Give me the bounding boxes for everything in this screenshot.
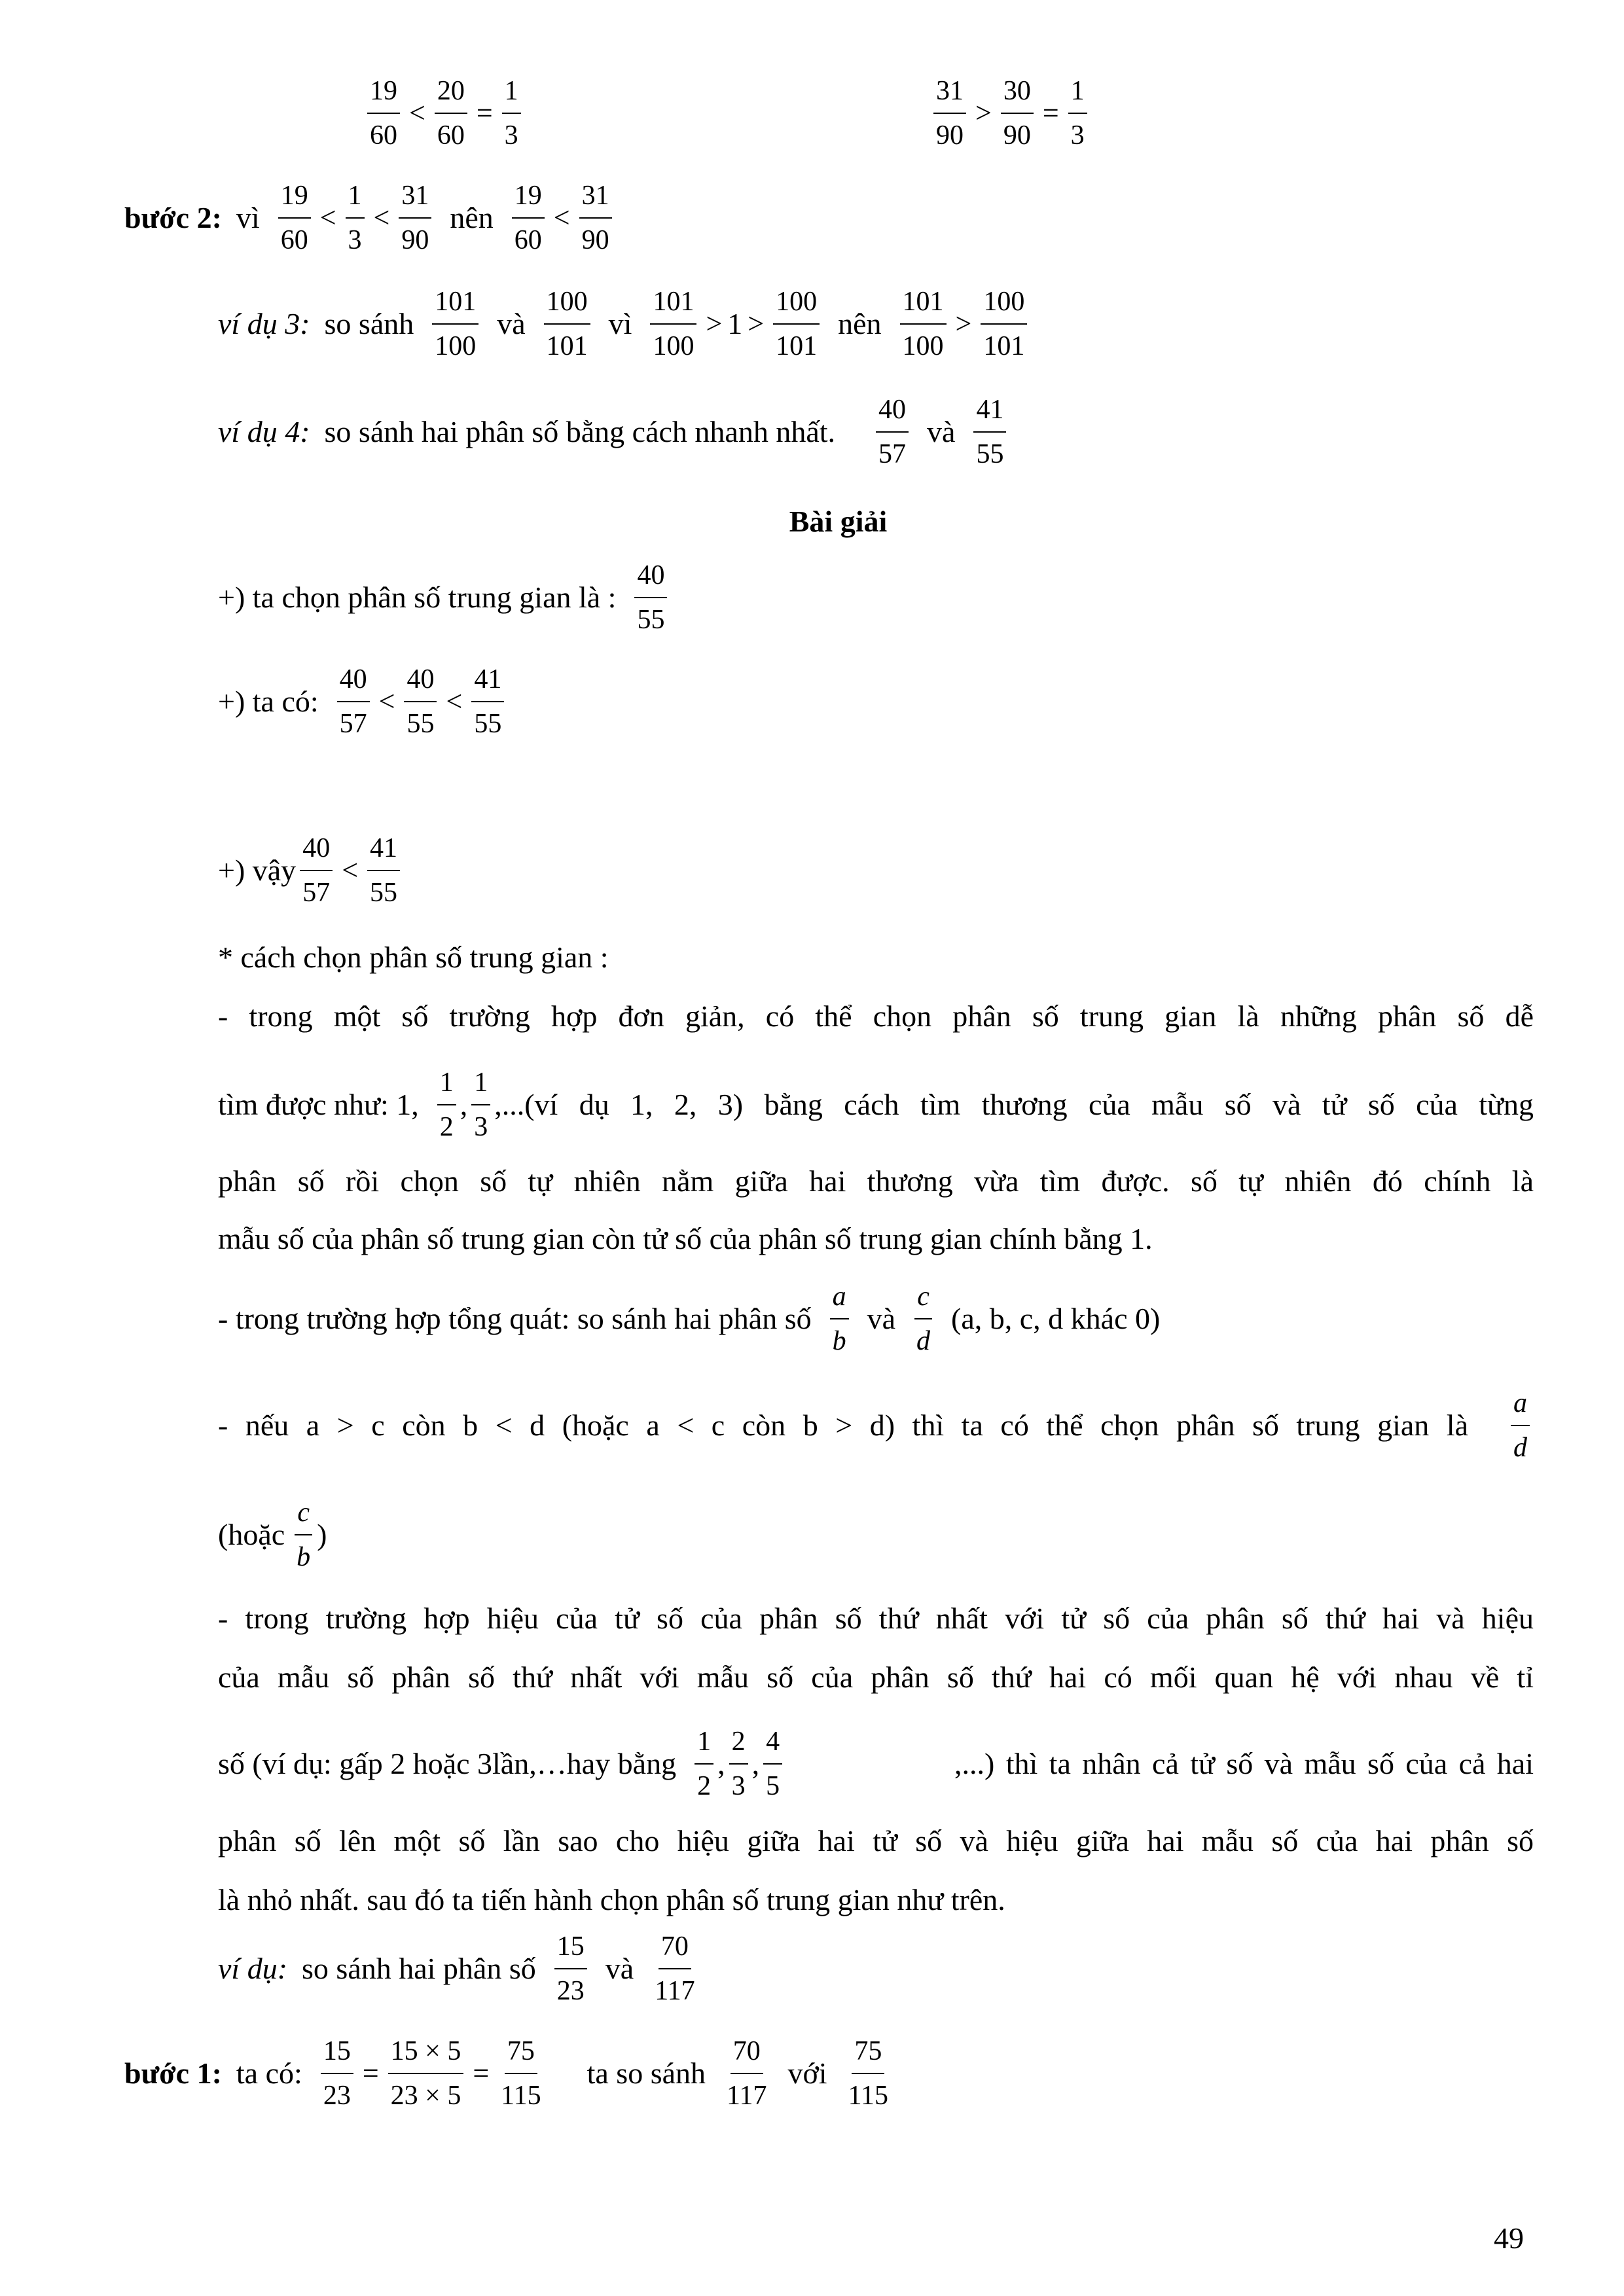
- fraction: $\frac{15 \times 5}{23 \times 5}$: [388, 2037, 464, 2109]
- example-line: ví dụ: so sánh hai phân số $\frac{15}{23}$ và $\frac{70}{117}$: [218, 1933, 702, 2005]
- fraction: $\frac{15}{23}$: [321, 2037, 353, 2109]
- example-4-label: ví dụ 4:: [218, 415, 310, 448]
- fraction: $\frac{31}{90}$: [579, 182, 612, 254]
- fraction: $\frac{1}{3}$: [346, 182, 365, 254]
- step-2-line: bước 2: vì $\frac{19}{60}$ < $\frac{1}{3}$ < $\frac{31}{90}$ nên $\frac{19}{60}$ < $\frac{31}{90}$: [124, 182, 616, 254]
- fraction: $\frac{31}{90}$: [933, 77, 966, 149]
- fraction: $\frac{a}{b}$: [830, 1283, 849, 1355]
- fraction: $\frac{101}{100}$: [432, 288, 478, 360]
- paragraph-4-line-1: - trong trường hợp hiệu của tử số của phân số thứ nhất với tử số của phân số thứ hai và hiệu: [218, 1602, 1534, 1635]
- fraction: $\frac{1}{3}$: [502, 77, 521, 149]
- fraction: $\frac{a}{d}$: [1511, 1390, 1530, 1462]
- fraction: $\frac{100}{101}$: [981, 288, 1027, 360]
- paragraph-4-line-4: phân số lên một số lần sao cho hiệu giữa hai tử số và hiệu giữa hai mẫu số của hai phân số: [218, 1824, 1534, 1857]
- fraction: $\frac{40}{57}$: [300, 834, 333, 906]
- fraction: $\frac{75}{115}$: [501, 2036, 541, 2111]
- example-3-label: ví dụ 3:: [218, 307, 310, 340]
- fraction: $\frac{31}{90}$: [399, 182, 431, 254]
- fraction: $\frac{100}{101}$: [544, 288, 590, 360]
- example-4-line: ví dụ 4: so sánh hai phân số bằng cách nhanh nhất. $\frac{40}{57}$ và $\frac{41}{55}$: [218, 396, 1010, 468]
- fraction: $\frac{41}{55}$: [367, 834, 400, 906]
- fraction: $\frac{2}{3}$: [729, 1728, 748, 1800]
- fraction: $\frac{19}{60}$: [278, 182, 311, 254]
- step-2-label: bước 2:: [124, 201, 222, 234]
- fraction: $\frac{19}{60}$: [512, 182, 545, 254]
- paragraph-1-line-4: mẫu số của phân số trung gian còn tử số của phân số trung gian chính bằng 1.: [218, 1222, 1153, 1255]
- fraction: $\frac{70}{117}$: [727, 2036, 767, 2111]
- eq-row-1-right: $\frac{31}{90}$ > $\frac{30}{90}$ = $\frac{1}{3}$: [929, 77, 1091, 149]
- eq-row-1-left: $\frac{19}{60}$ < $\frac{20}{60}$ = $\frac{1}{3}$: [363, 77, 525, 149]
- paragraph-3-alt: (hoặc $\frac{c}{b}$ ): [218, 1498, 327, 1572]
- fraction: $\frac{4}{5}$: [763, 1728, 782, 1800]
- paragraph-4-line-2: của mẫu số phân số thứ nhất với mẫu số của phân số thứ hai có mối quan hệ với nhau về tỉ: [218, 1660, 1534, 1694]
- fraction: $\frac{c}{b}$: [294, 1499, 313, 1571]
- fraction: $\frac{15}{23}$: [554, 1933, 587, 2005]
- fraction: $\frac{100}{101}$: [773, 288, 820, 360]
- fraction: $\frac{41}{55}$: [471, 666, 504, 738]
- paragraph-1-line-2: tìm được như: 1, $\frac{1}{2}$ , $\frac{1}{3}$ ,... (ví dụ 1, 2, 3) bằng cách tìm thương của mẫu số và tử số của từng: [218, 1067, 1534, 1142]
- fraction: $\frac{20}{60}$: [435, 77, 467, 149]
- fraction: $\frac{40}{57}$: [337, 666, 370, 738]
- fraction: $\frac{1}{3}$: [1068, 77, 1087, 149]
- fraction: $\frac{101}{100}$: [650, 288, 696, 360]
- fraction: $\frac{75}{115}$: [848, 2036, 889, 2111]
- fraction: $\frac{1}{3}$: [471, 1069, 490, 1141]
- fraction: $\frac{40}{55}$: [634, 562, 667, 634]
- we-have-line: +) ta có: $\frac{40}{57}$ < $\frac{40}{55}$ < $\frac{41}{55}$: [218, 666, 508, 738]
- step-1-label: bước 1:: [124, 2056, 222, 2090]
- fraction: $\frac{70}{117}$: [655, 1931, 695, 2006]
- example-label: ví dụ:: [218, 1952, 288, 1985]
- example-3-line: ví dụ 3: so sánh $\frac{101}{100}$ và $\frac{100}{101}$ vì $\frac{101}{100}$ > 1 > $\frac{100}{101}$ nên $\frac{101}{100}$ > $\frac{100}{101}$: [218, 288, 1031, 360]
- therefore-line: +) vậy $\frac{40}{57}$ < $\frac{41}{55}$: [218, 834, 404, 906]
- paragraph-1-line-1: - trong một số trường hợp đơn giản, có thể chọn phân số trung gian là những phân số dễ: [218, 999, 1534, 1033]
- paragraph-1-line-3: phân số rồi chọn số tự nhiên nằm giữa hai thương vừa tìm được. số tự nhiên đó chính là: [218, 1164, 1534, 1198]
- fraction: $\frac{1}{2}$: [437, 1069, 456, 1141]
- how-to-choose: * cách chọn phân số trung gian :: [218, 941, 609, 974]
- fraction: $\frac{30}{90}$: [1001, 77, 1034, 149]
- paragraph-3: - nếu a > c còn b < d (hoặc a < c còn b > d) thì ta có thể chọn phân số trung gian là $\frac{a}{d}$: [218, 1390, 1534, 1462]
- fraction: $\frac{101}{100}$: [900, 288, 947, 360]
- solution-heading: Bài giải: [789, 505, 888, 538]
- fraction: $\frac{1}{2}$: [695, 1728, 713, 1800]
- fraction: $\frac{41}{55}$: [973, 396, 1006, 468]
- paragraph-4-line-3: số (ví dụ: gấp 2 hoặc 3lần,…hay bằng $\frac{1}{2}$ , $\frac{2}{3}$ , $\frac{4}{5}$ ,...) thì ta nhân cả tử số và mẫu số của cả hai: [218, 1727, 1534, 1801]
- step-1-line: bước 1: ta có: $\frac{15}{23}$ = $\frac{15 \times 5}{23 \times 5}$ = $\frac{75}{115}$ ta so sánh $\frac{70}{117}$ với $\frac{75}{115}$: [124, 2037, 895, 2109]
- fraction: $\frac{19}{60}$: [367, 77, 400, 149]
- choose-mid-line: +) ta chọn phân số trung gian là : $\frac{40}{55}$: [218, 562, 671, 634]
- fraction: $\frac{40}{55}$: [404, 666, 437, 738]
- paragraph-4-line-5: là nhỏ nhất. sau đó ta tiến hành chọn phân số trung gian như trên.: [218, 1883, 1005, 1916]
- fraction: $\frac{c}{d}$: [914, 1283, 933, 1355]
- paragraph-2: - trong trường hợp tổng quát: so sánh hai phân số $\frac{a}{b}$ và $\frac{c}{d}$ (a, b, c, d khác 0): [218, 1282, 1161, 1356]
- fraction: $\frac{40}{57}$: [876, 396, 909, 468]
- page-number: 49: [1494, 2221, 1524, 2255]
